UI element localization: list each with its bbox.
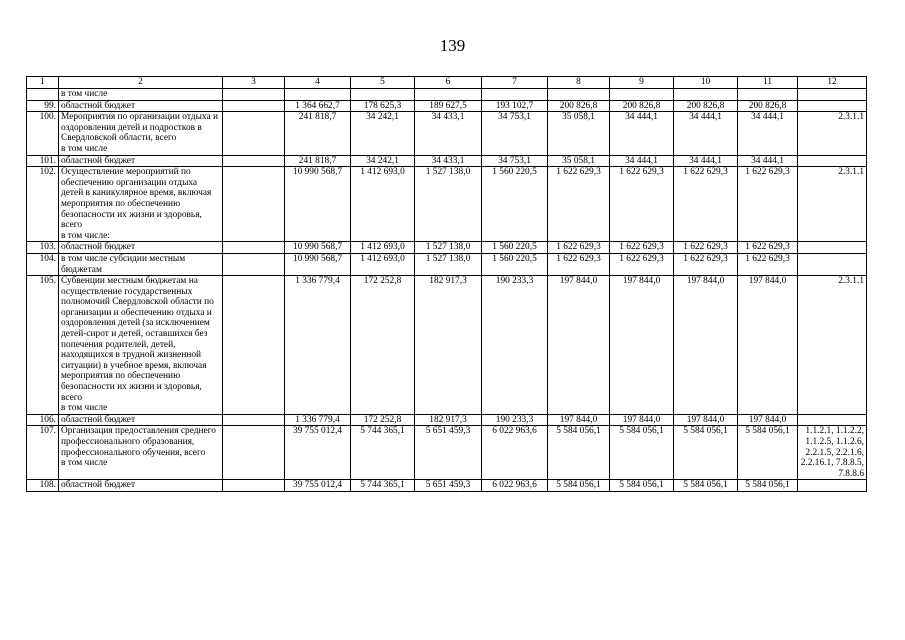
value-cell: 190 233,3	[482, 276, 548, 415]
table-row	[27, 242, 867, 254]
value-cell: 34 444,1	[738, 112, 798, 155]
value-cell	[285, 89, 351, 101]
value-cell: 10 990 568,7	[285, 242, 351, 254]
value-cell: 5 744 365,1	[351, 480, 415, 492]
value-cell: 5 584 056,1	[738, 480, 798, 492]
reference-cell	[798, 155, 867, 167]
row-description: в том числе	[59, 89, 223, 101]
value-cell: 1 527 138,0	[415, 242, 482, 254]
column-3-cell	[223, 253, 285, 275]
value-cell: 5 584 056,1	[674, 426, 738, 480]
value-cell: 1 527 138,0	[415, 167, 482, 242]
value-cell	[351, 89, 415, 101]
column-header: 10	[674, 77, 738, 89]
reference-cell	[798, 89, 867, 101]
row-description: областной бюджет	[59, 414, 223, 426]
column-3-cell	[223, 242, 285, 254]
value-cell: 1 622 629,3	[610, 253, 674, 275]
table-row	[27, 167, 867, 242]
table-row	[27, 426, 867, 480]
value-cell: 172 252,8	[351, 276, 415, 415]
table-row	[27, 155, 867, 167]
reference-cell: 1.1.2.1, 1.1.2.2, 1.1.2.5, 1.1.2.6, 2.2.1.5, 2.2.1.6, 2.2.16.1, 7.8.8.5, 7.8.8.6	[798, 426, 867, 480]
value-cell: 1 336 779,4	[285, 276, 351, 415]
column-3-cell	[223, 112, 285, 155]
value-cell: 1 622 629,3	[738, 242, 798, 254]
value-cell: 1 622 629,3	[610, 242, 674, 254]
value-cell: 34 433,1	[415, 112, 482, 155]
value-cell: 189 627,5	[415, 100, 482, 112]
value-cell: 5 584 056,1	[610, 426, 674, 480]
value-cell: 241 818,7	[285, 155, 351, 167]
table-row	[27, 112, 867, 155]
row-description: областной бюджет	[59, 155, 223, 167]
value-cell	[738, 89, 798, 101]
value-cell: 1 412 693,0	[351, 167, 415, 242]
value-cell: 35 058,1	[548, 112, 610, 155]
row-number: 107.	[27, 426, 59, 480]
value-cell: 34 444,1	[610, 112, 674, 155]
value-cell: 39 755 012,4	[285, 426, 351, 480]
column-3-cell	[223, 89, 285, 101]
reference-cell: 2.3.1.1	[798, 112, 867, 155]
value-cell: 35 058,1	[548, 155, 610, 167]
column-header: 9	[610, 77, 674, 89]
row-number: 101.	[27, 155, 59, 167]
reference-cell: 2.3.1.1	[798, 276, 867, 415]
value-cell: 5 584 056,1	[548, 480, 610, 492]
value-cell: 1 560 220,5	[482, 242, 548, 254]
value-cell: 5 584 056,1	[674, 480, 738, 492]
value-cell: 1 364 662,7	[285, 100, 351, 112]
value-cell: 34 753,1	[482, 155, 548, 167]
value-cell: 1 412 693,0	[351, 253, 415, 275]
column-3-cell	[223, 167, 285, 242]
value-cell: 200 826,8	[610, 100, 674, 112]
value-cell: 197 844,0	[610, 414, 674, 426]
row-description: областной бюджет	[59, 242, 223, 254]
value-cell: 197 844,0	[674, 414, 738, 426]
row-number: 99.	[27, 100, 59, 112]
value-cell: 1 622 629,3	[674, 253, 738, 275]
value-cell: 34 753,1	[482, 112, 548, 155]
value-cell: 6 022 963,6	[482, 426, 548, 480]
value-cell	[674, 89, 738, 101]
row-description: Осуществление мероприятий по обеспечению организации отдыха детей в каникулярное время, включая мероприятия по обеспечению безопасности их жизни и здоровья, всего в том числе:	[59, 167, 223, 242]
value-cell: 10 990 568,7	[285, 253, 351, 275]
reference-cell: 2.3.1.1	[798, 167, 867, 242]
value-cell: 34 242,1	[351, 155, 415, 167]
value-cell: 5 584 056,1	[738, 426, 798, 480]
value-cell: 5 584 056,1	[548, 426, 610, 480]
value-cell: 178 625,3	[351, 100, 415, 112]
value-cell: 241 818,7	[285, 112, 351, 155]
value-cell: 190 233,3	[482, 414, 548, 426]
row-description: областной бюджет	[59, 100, 223, 112]
column-header: 12	[798, 77, 867, 89]
value-cell: 39 755 012,4	[285, 480, 351, 492]
value-cell: 197 844,0	[674, 276, 738, 415]
value-cell: 197 844,0	[738, 276, 798, 415]
reference-cell	[798, 414, 867, 426]
column-3-cell	[223, 414, 285, 426]
table-row	[27, 276, 867, 415]
row-number: 104.	[27, 253, 59, 275]
row-number: 100.	[27, 112, 59, 155]
row-number: 102.	[27, 167, 59, 242]
value-cell: 200 826,8	[674, 100, 738, 112]
table-row	[27, 100, 867, 112]
reference-cell	[798, 253, 867, 275]
column-header: 7	[482, 77, 548, 89]
table-header-row	[27, 77, 867, 89]
reference-cell	[798, 242, 867, 254]
value-cell: 1 622 629,3	[548, 167, 610, 242]
row-description: Организация предоставления среднего профессионального образования, профессионального обучения, всего в том числе	[59, 426, 223, 480]
value-cell: 10 990 568,7	[285, 167, 351, 242]
value-cell	[482, 89, 548, 101]
value-cell: 1 622 629,3	[548, 242, 610, 254]
value-cell: 193 102,7	[482, 100, 548, 112]
value-cell: 1 527 138,0	[415, 253, 482, 275]
reference-cell	[798, 480, 867, 492]
value-cell: 34 444,1	[674, 112, 738, 155]
table-row	[27, 89, 867, 101]
value-cell: 5 744 365,1	[351, 426, 415, 480]
value-cell: 34 242,1	[351, 112, 415, 155]
value-cell: 1 622 629,3	[610, 167, 674, 242]
value-cell: 34 444,1	[674, 155, 738, 167]
column-header: 6	[415, 77, 482, 89]
row-number	[27, 89, 59, 101]
value-cell: 197 844,0	[548, 276, 610, 415]
value-cell: 182 917,3	[415, 276, 482, 415]
row-description: Мероприятия по организации отдыха и оздоровления детей и подростков в Свердловской области, всего в том числе	[59, 112, 223, 155]
row-number: 105.	[27, 276, 59, 415]
value-cell: 182 917,3	[415, 414, 482, 426]
value-cell: 172 252,8	[351, 414, 415, 426]
row-description: Субвенции местным бюджетам на осуществление государственных полномочий Свердловской области по организации и обеспечению отдыха и оздоровления детей (за исключением детей-сирот и детей, оставшихся без попечения родителей, детей, находящихся в трудной жизненной ситуации) в учебное время, включая мероприятия по обеспечению безопасности их жизни и здоровья, всего в том числе	[59, 276, 223, 415]
reference-cell	[798, 100, 867, 112]
value-cell: 5 651 459,3	[415, 480, 482, 492]
column-3-cell	[223, 480, 285, 492]
value-cell: 34 444,1	[610, 155, 674, 167]
value-cell: 200 826,8	[548, 100, 610, 112]
row-description: областной бюджет	[59, 480, 223, 492]
column-header: 2	[59, 77, 223, 89]
value-cell: 1 412 693,0	[351, 242, 415, 254]
value-cell: 6 022 963,6	[482, 480, 548, 492]
column-header: 5	[351, 77, 415, 89]
value-cell: 197 844,0	[738, 414, 798, 426]
column-header: 11	[738, 77, 798, 89]
table-row	[27, 253, 867, 275]
table-row	[27, 414, 867, 426]
row-description: в том числе субсидии местным бюджетам	[59, 253, 223, 275]
value-cell	[548, 89, 610, 101]
column-3-cell	[223, 155, 285, 167]
value-cell: 1 622 629,3	[674, 167, 738, 242]
value-cell: 1 622 629,3	[738, 253, 798, 275]
value-cell: 1 622 629,3	[674, 242, 738, 254]
value-cell: 197 844,0	[610, 276, 674, 415]
column-header: 8	[548, 77, 610, 89]
value-cell: 5 584 056,1	[610, 480, 674, 492]
value-cell: 34 444,1	[738, 155, 798, 167]
value-cell: 1 560 220,5	[482, 167, 548, 242]
row-number: 108.	[27, 480, 59, 492]
column-3-cell	[223, 100, 285, 112]
value-cell	[415, 89, 482, 101]
value-cell: 1 336 779,4	[285, 414, 351, 426]
column-3-cell	[223, 426, 285, 480]
column-3-cell	[223, 276, 285, 415]
value-cell: 197 844,0	[548, 414, 610, 426]
page-number: 139	[439, 36, 466, 55]
column-header: 4	[285, 77, 351, 89]
value-cell: 5 651 459,3	[415, 426, 482, 480]
budget-table	[26, 76, 867, 492]
table-row	[27, 480, 867, 492]
value-cell: 200 826,8	[738, 100, 798, 112]
value-cell: 34 433,1	[415, 155, 482, 167]
column-header: 3	[223, 77, 285, 89]
value-cell: 1 622 629,3	[548, 253, 610, 275]
row-number: 106.	[27, 414, 59, 426]
value-cell	[610, 89, 674, 101]
value-cell: 1 622 629,3	[738, 167, 798, 242]
value-cell: 1 560 220,5	[482, 253, 548, 275]
column-header: 1	[27, 77, 59, 89]
row-number: 103.	[27, 242, 59, 254]
